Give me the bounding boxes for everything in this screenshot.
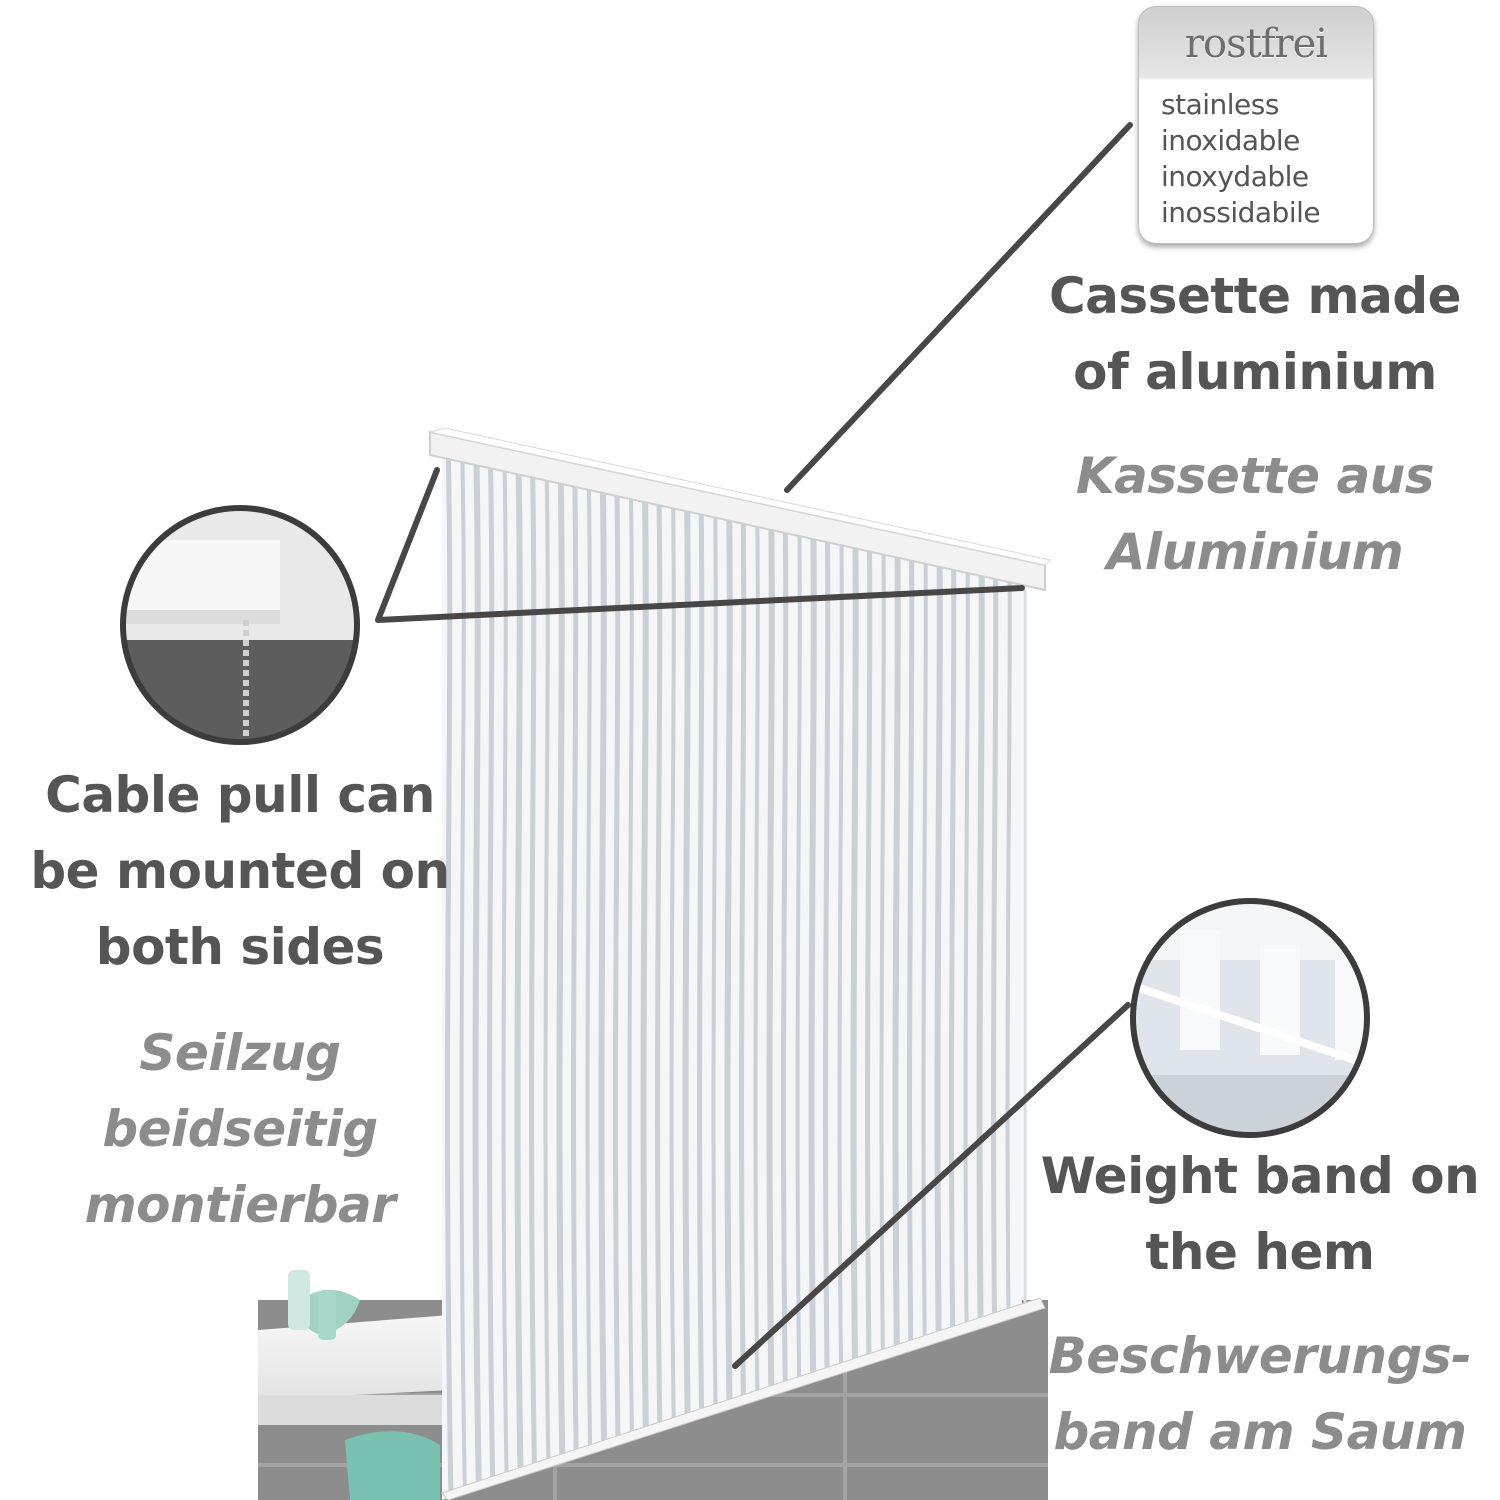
cable-caption-en: [20, 757, 460, 985]
caption-line: Seilzug: [139, 1024, 341, 1082]
caption-line: Cable pull can: [45, 766, 435, 824]
curtain-stripe: [518, 440, 521, 1500]
cable-pull-detail: [120, 505, 360, 750]
caption-line: Cassette made: [1048, 267, 1462, 325]
curtain-stripe: [560, 440, 563, 1500]
badge-item: stainless: [1161, 88, 1279, 121]
weight-caption-de: [1030, 1318, 1490, 1470]
badge-title: rostfrei: [1184, 21, 1328, 67]
weight-caption-en: [1030, 1138, 1490, 1290]
curtain-stripe: [896, 440, 899, 1500]
caption-line: Beschwerungs-: [1048, 1327, 1472, 1385]
caption-line: of aluminium: [1073, 343, 1437, 401]
caption-line: Weight band on: [1040, 1147, 1480, 1205]
towel: [345, 1431, 440, 1500]
cassette-caption-en: [1030, 258, 1480, 410]
cable-caption-de: [20, 1015, 460, 1243]
caption-line: both sides: [95, 918, 385, 976]
curtain-stripe: [476, 440, 479, 1500]
caption-line: montierbar: [84, 1176, 396, 1234]
curtain-stripe: [686, 440, 689, 1500]
caption-line: Kassette aus: [1075, 447, 1435, 505]
caption-line: beidseitig: [102, 1100, 378, 1158]
curtain-stripe: [602, 440, 605, 1500]
caption-line: Aluminium: [1106, 523, 1404, 581]
curtain-stripe: [728, 440, 731, 1500]
badge-item: inoxydable: [1161, 160, 1309, 193]
bottle: [318, 1290, 336, 1340]
caption-line: be mounted on: [30, 842, 450, 900]
caption-line: band am Saum: [1053, 1403, 1467, 1461]
badge-item: inoxidable: [1161, 124, 1300, 157]
badge-list: [1161, 87, 1320, 231]
caption-line: the hem: [1145, 1223, 1375, 1281]
rostfrei-badge: [1138, 6, 1374, 244]
badge-item: inossidabile: [1161, 196, 1321, 229]
weight-band-detail: [1130, 900, 1375, 1145]
cassette-caption-de: [1030, 438, 1480, 590]
bottle: [288, 1270, 310, 1330]
curtain-stripe: [644, 440, 647, 1500]
